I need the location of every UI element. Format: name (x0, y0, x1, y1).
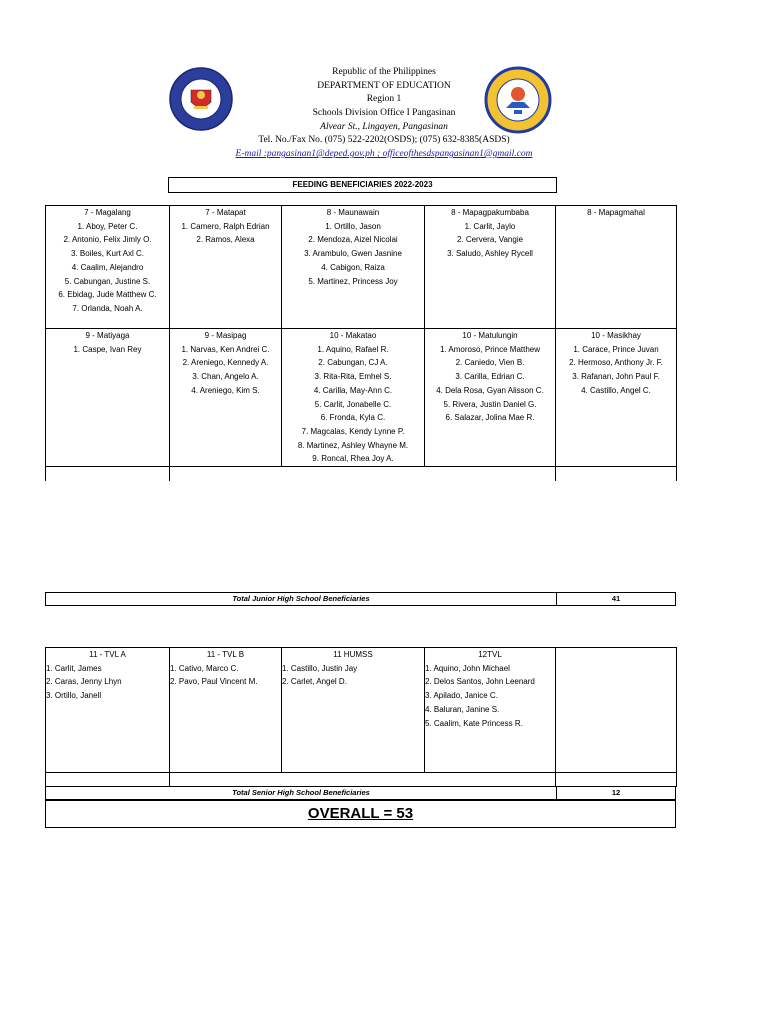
overall-text: OVERALL = 53 (307, 805, 414, 822)
section-title: 9 - Matiyaga (85, 331, 130, 340)
senior-row-spacer (46, 773, 677, 787)
senior-high-table (45, 647, 677, 787)
section-title: 10 - Matulungin (462, 331, 518, 340)
beneficiary-name: 5. Martinez, Princess Joy (308, 276, 398, 286)
beneficiary-name: 2. Delos Santos, John Leenard (425, 677, 535, 687)
beneficiary-name: 5. Carlit, Jonabelle C. (314, 399, 392, 409)
beneficiary-name: 2. Caras, Jenny Lhyn (46, 677, 122, 687)
beneficiary-name: 6. Ebidag, Jude Matthew C. (58, 290, 157, 300)
beneficiary-name: 1. Aboy, Peter C. (77, 221, 138, 231)
beneficiary-name: 4. Baluran, Janine S. (425, 704, 500, 714)
senior-total-value: 12 (611, 788, 621, 797)
section-cell (425, 206, 556, 329)
beneficiary-name: 2. Pavo, Paul Vincent M. (170, 677, 258, 687)
spacer-cell (46, 773, 170, 787)
header-line-telephone: Tel. No./Fax No. (075) 522-2202(OSDS); (075) 632-8385(ASDS) (258, 135, 510, 146)
junior-total-value: 41 (611, 594, 621, 603)
beneficiary-name: 5. Caalim, Kate Princess R. (425, 718, 523, 728)
beneficiary-name: 6. Fronda, Kyla C. (320, 413, 386, 423)
beneficiary-name: 1. Amoroso, Prince Matthew (439, 344, 541, 354)
beneficiary-name: 1. Ortillo, Jason (325, 221, 381, 231)
beneficiary-name: 3. Chan, Angelo A. (192, 372, 259, 382)
beneficiary-name: 1. Caspe, Ivan Rey (73, 344, 142, 354)
beneficiary-name: 3. Rita-Rita, Emhel S. (314, 372, 392, 382)
section-title: 8 - Mapagmahal (587, 208, 645, 217)
senior-total-row (45, 786, 676, 800)
beneficiary-name: 1. Aquino, John Michael (425, 663, 510, 673)
beneficiary-name: 2. Antonio, Felix Jimly O. (63, 235, 152, 245)
beneficiary-name: 5. Rivera, Justin Daniel G. (443, 399, 537, 409)
section-title: 7 - Magalang (84, 208, 131, 217)
section-cell (556, 329, 677, 467)
beneficiary-name: 7. Orlanda, Noah A. (72, 303, 143, 313)
letterhead (0, 66, 768, 162)
header-line-address: Alvear St., Lingayen, Pangasinan (320, 121, 448, 132)
section-cell (556, 648, 677, 773)
beneficiary-name: 2. Mendoza, Aizel Nicolai (308, 235, 398, 245)
junior-row-spacer (46, 467, 677, 481)
beneficiary-name: 1. Carace, Prince Juvan (573, 344, 659, 354)
beneficiary-name: 3. Rafanan, John Paul F. (572, 372, 660, 382)
beneficiary-name: 4. Carilla, May-Ann C. (313, 385, 393, 395)
beneficiary-name: 1. Narvas, Ken Andrei C. (181, 344, 270, 354)
section-cell (170, 648, 282, 773)
beneficiary-name: 4. Castillo, Angel C. (581, 385, 651, 395)
beneficiary-name: 2. Ramos, Alexa (196, 235, 255, 245)
section-cell (556, 206, 677, 329)
beneficiary-name: 4. Cabigon, Raiza (321, 262, 385, 272)
section-cell (282, 206, 425, 329)
beneficiary-name: 1. Aquino, Rafael R. (317, 344, 389, 354)
beneficiary-name: 2. Carlet, Angel D. (282, 677, 347, 687)
beneficiary-name: 3. Saludo, Ashley Rycell (447, 249, 533, 259)
beneficiary-name: 4. Dela Rosa, Gyan Alisson C. (436, 385, 544, 395)
beneficiary-name: 2. Caniedo, Vien B. (455, 358, 525, 368)
junior-high-table (45, 205, 677, 481)
beneficiary-name: 2. Cervera, Vangie (456, 235, 524, 245)
beneficiary-name: 3. Ortillo, Janell (46, 691, 102, 701)
section-title: 11 - TVL B (206, 650, 245, 659)
section-title: 8 - Maunawain (326, 208, 380, 217)
junior-total-label: Total Junior High School Beneficiaries (46, 593, 557, 605)
header-line-republic: Republic of the Philippines (332, 67, 436, 77)
section-cell (46, 206, 170, 329)
beneficiary-name: 1. Camero, Ralph Edrian (181, 221, 270, 231)
section-title: 9 - Masipag (204, 331, 247, 340)
beneficiary-name: 7. Magcalas, Kendy Lynne P. (301, 426, 405, 436)
document-title: FEEDING BENEFICIARIES 2022-2023 (168, 177, 557, 193)
section-title: 8 - Mapagpakumbaba (451, 208, 529, 217)
spacer-cell (46, 467, 170, 481)
header-line-department: DEPARTMENT OF EDUCATION (317, 80, 451, 91)
beneficiary-name: 3. Carilla, Edrian C. (455, 372, 525, 382)
section-title: 12TVL (478, 650, 502, 659)
beneficiary-name: 5. Cabungan, Justine S. (64, 276, 151, 286)
junior-row-1 (46, 206, 677, 329)
beneficiary-name: 1. Castillo, Justin Jay (282, 663, 358, 673)
beneficiary-name: 1. Carlit, James (46, 663, 102, 673)
senior-row (46, 648, 677, 773)
section-cell (46, 648, 170, 773)
spacer-cell (556, 773, 677, 787)
spacer-cell (170, 773, 556, 787)
spacer-cell (170, 467, 282, 481)
section-cell (425, 329, 556, 467)
junior-total-row (45, 592, 676, 606)
beneficiary-name: 1. Cativo, Marco C. (170, 663, 239, 673)
beneficiary-name: 6. Salazar, Jolina Mae R. (445, 413, 535, 423)
section-title: 10 - Masikhay (591, 331, 641, 340)
section-cell (170, 329, 282, 467)
header-line-region: Region 1 (366, 94, 402, 105)
section-title: 11 HUMSS (333, 650, 373, 659)
spacer-cell (425, 467, 556, 481)
junior-row-2 (46, 329, 677, 467)
senior-total-label: Total Senior High School Beneficiaries (46, 787, 557, 799)
beneficiary-name: 3. Arambulo, Gwen Jasnine (304, 249, 402, 259)
section-cell (170, 206, 282, 329)
header-email-link[interactable]: E-mail :pangasinan1@deped.gov.ph ; officeofthesdspangasinan1@gmail.com (235, 149, 533, 160)
beneficiary-name: 9. Roncal, Rhea Joy A. (312, 454, 394, 464)
beneficiary-name: 1. Carlit, Jaylo (464, 221, 516, 231)
beneficiary-name: 4. Areniego, Kim S. (191, 385, 260, 395)
beneficiary-name: 8. Martinez, Ashley Whayne M. (297, 440, 409, 450)
section-title: 11 - TVL A (89, 650, 126, 659)
beneficiary-name: 2. Areniego, Kennedy A. (182, 358, 269, 368)
section-title (556, 648, 676, 662)
header-line-division: Schools Division Office I Pangasinan (312, 108, 456, 119)
beneficiary-name: 2. Hermoso, Anthony Jr. F. (569, 358, 663, 368)
spacer-cell (282, 467, 425, 481)
beneficiary-name: 2. Cabungan, CJ A. (318, 358, 388, 368)
section-cell (282, 329, 425, 467)
beneficiary-name: 3. Boiles, Kurt Axl C. (71, 249, 144, 259)
section-cell (425, 648, 556, 773)
spacer-cell (556, 467, 677, 481)
beneficiary-name: 3. Apilado, Janice C. (425, 691, 498, 701)
overall-total (45, 800, 676, 828)
section-cell (46, 329, 170, 467)
beneficiary-name: 4. Caalim, Alejandro (71, 262, 144, 272)
section-title: 7 - Matapat (205, 208, 246, 217)
section-cell (282, 648, 425, 773)
section-title: 10 - Makatao (329, 331, 377, 340)
